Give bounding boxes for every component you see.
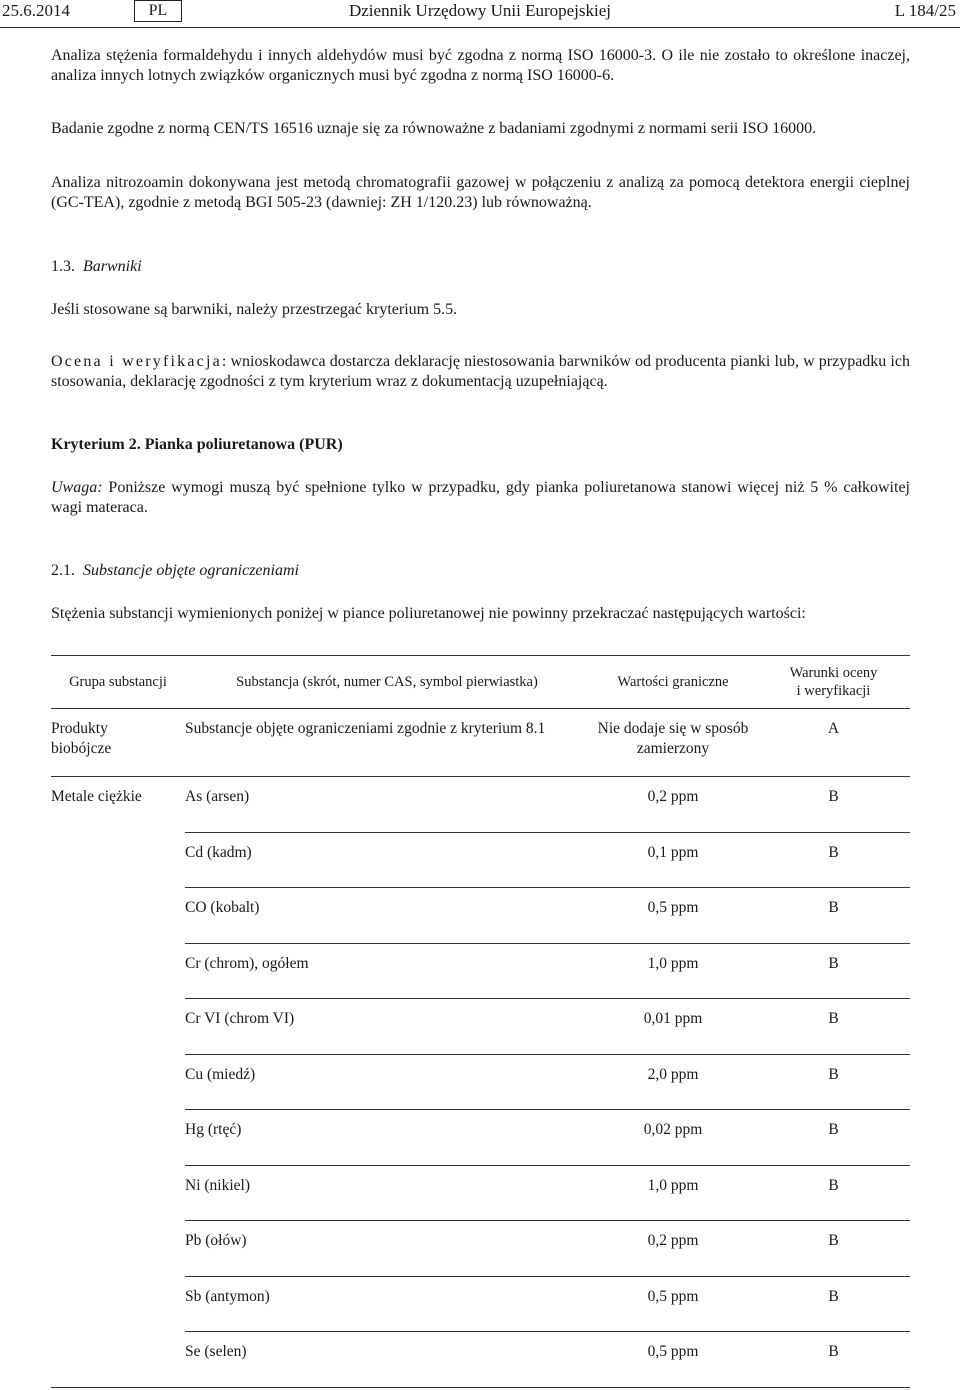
cell-substance: As (arsen) (185, 777, 589, 833)
cell-substance: Cu (miedź) (185, 1054, 589, 1110)
cell-verification: B (757, 1276, 910, 1332)
cell-verification: B (757, 1332, 910, 1388)
cell-substance: Se (selen) (185, 1332, 589, 1388)
header-substance: Substancja (skrót, numer CAS, symbol pierwiastka) (185, 656, 589, 709)
cell-substance: Pb (ołów) (185, 1221, 589, 1277)
header-substance-group: Grupa substancji (51, 656, 185, 709)
cell-verification: B (757, 1165, 910, 1221)
cell-substance: Hg (rtęć) (185, 1110, 589, 1166)
paragraph-cen-ts: Badanie zgodne z normą CEN/TS 16516 uznaje się za równoważne z badaniami zgodnymi z normami serii ISO 16000. (51, 120, 817, 137)
cell-substance: Cd (kadm) (185, 832, 589, 888)
cell-verification: A (757, 709, 910, 777)
cell-limit: 0,2 ppm (589, 777, 757, 833)
header-verification-line1: Warunki oceny (789, 665, 878, 681)
cell-substance: Ni (nikiel) (185, 1165, 589, 1221)
language-badge: PL (134, 0, 182, 22)
section-heading-2-1 (51, 561, 910, 581)
table-row (51, 777, 910, 833)
cell-verification: B (757, 943, 910, 999)
section-heading-1-3 (51, 257, 910, 277)
cell-verification: B (757, 777, 910, 833)
cell-substance: Sb (antymon) (185, 1276, 589, 1332)
cell-limit: 2,0 ppm (589, 1054, 757, 1110)
cell-verification: B (757, 999, 910, 1055)
header-verification-line2: i weryfikacji (796, 683, 871, 699)
cell-group: Produkty biobójcze (51, 709, 185, 777)
section-number: 2.1. (51, 562, 75, 579)
cell-limit: 1,0 ppm (589, 943, 757, 999)
cell-verification: B (757, 1221, 910, 1277)
assessment-text: : wnioskodawca dostarcza deklarację niestosowania barwników od producenta pianki lub, w przypadku ich stosowania, deklarację zgodności z tym kryterium wraz z dokumentacją uzupełniającą. (51, 353, 910, 390)
publication-date: 25.6.2014 (2, 1, 70, 20)
paragraph-dyes: Jeśli stosowane są barwniki, należy przestrzegać kryterium 5.5. (51, 301, 458, 318)
cell-limit: 0,1 ppm (589, 832, 757, 888)
cell-verification: B (757, 1054, 910, 1110)
table-header-row (51, 656, 910, 709)
note-text: Poniższe wymogi muszą być spełnione tylko w przypadku, gdy pianka poliuretanowa stanowi więcej niż 5 % całkowitej wagi materaca. (51, 479, 910, 516)
section-title: Substancje objęte ograniczeniami (83, 562, 299, 579)
note-label: Uwaga: (51, 479, 103, 496)
section-number: 1.3. (51, 258, 75, 275)
cell-limit: Nie dodaje się w sposób zamierzony (589, 709, 757, 777)
cell-limit: 0,01 ppm (589, 999, 757, 1055)
cell-verification: B (757, 888, 910, 944)
section-title: Barwniki (83, 258, 142, 275)
paragraph-note (51, 478, 910, 517)
header-divider (0, 27, 960, 28)
header-verification (757, 656, 910, 709)
paragraph-formaldehyde: Analiza stężenia formaldehydu i innych aldehydów musi być zgodna z normą ISO 16000-3. O ile nie zostało to określone inaczej, analiza innych lotnych związków organicznych musi być zgodna z normą ISO 16000-6. (51, 47, 910, 84)
paragraph-assessment (51, 352, 910, 391)
journal-title: Dziennik Urzędowy Unii Europejskiej (348, 1, 611, 20)
page-header (0, 0, 960, 26)
cell-limit: 0,02 ppm (589, 1110, 757, 1166)
cell-verification: B (757, 832, 910, 888)
table-row (51, 709, 910, 777)
paragraph-nitrosamines: Analiza nitrozoamin dokonywana jest metodą chromatografii gazowej w połączeniu z analizą za pomocą detektora energii cieplnej (GC-TEA), zgodnie z metodą BGI 505-23 (dawniej: ZH 1/120.23) lub równoważną. (51, 174, 910, 211)
cell-substance: Cr (chrom), ogółem (185, 943, 589, 999)
paragraph-concentrations: Stężenia substancji wymienionych poniżej w piance poliuretanowej nie powinny przekraczać następujących wartości: (51, 605, 806, 622)
restricted-substances-table (51, 655, 910, 1388)
cell-limit: 1,0 ppm (589, 1165, 757, 1221)
criterion-2-heading: Kryterium 2. Pianka poliuretanowa (PUR) (51, 436, 343, 453)
header-limit-values: Wartości graniczne (589, 656, 757, 709)
cell-substance: CO (kobalt) (185, 888, 589, 944)
cell-substance: Substancje objęte ograniczeniami zgodnie z kryterium 8.1 (185, 709, 589, 777)
cell-substance: Cr VI (chrom VI) (185, 999, 589, 1055)
cell-limit: 0,2 ppm (589, 1221, 757, 1277)
cell-group: Metale ciężkie (51, 777, 185, 1388)
assessment-label: Ocena i weryfikacja (51, 353, 222, 370)
cell-limit: 0,5 ppm (589, 1276, 757, 1332)
cell-limit: 0,5 ppm (589, 888, 757, 944)
cell-limit: 0,5 ppm (589, 1332, 757, 1388)
page-number: L 184/25 (894, 1, 956, 20)
cell-verification: B (757, 1110, 910, 1166)
